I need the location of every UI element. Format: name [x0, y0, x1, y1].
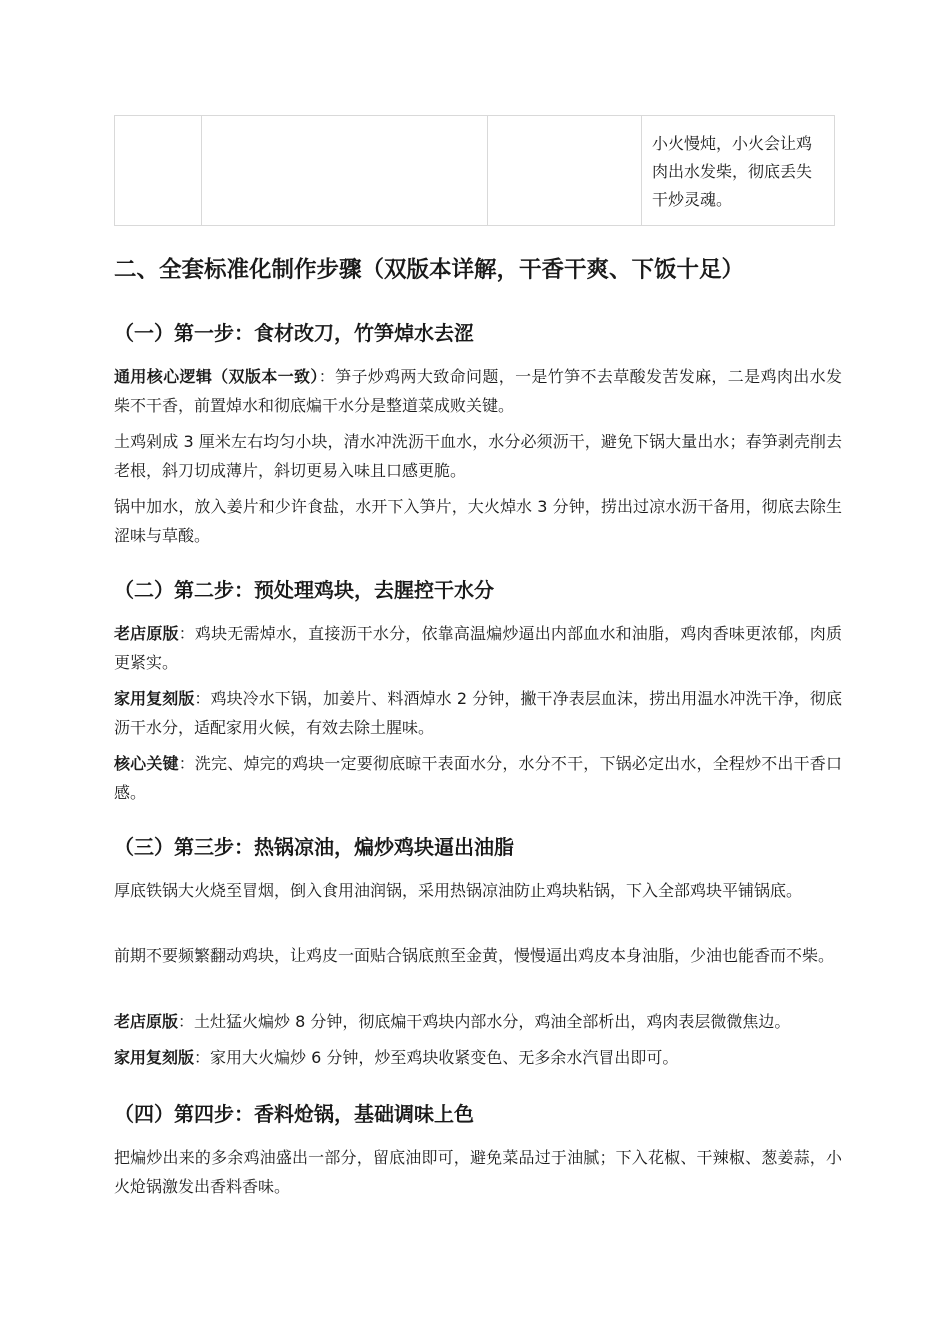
step4-heading: （四）第四步：香料炝锅，基础调味上色 — [114, 1102, 474, 1126]
step1-p1-text: ：笋子炒鸡两大致命问题，一是竹笋不去草酸发苦发麻，二是鸡肉出水发柴不干香，前置焯水和彻底煸干水分是整道菜成败关键。 — [114, 367, 842, 415]
step3-heading: （三）第三步：热锅凉油，煸炒鸡块逼出油脂 — [114, 835, 514, 859]
step1-p1-label: 通用核心逻辑（双版本一致） — [114, 367, 319, 386]
step2-p1-text: ：鸡块无需焯水，直接沥干水分，依靠高温煸炒逼出内部血水和油脂，鸡肉香味更浓郁，肉质更紧实。 — [114, 624, 842, 672]
step2-p1-label: 老店原版 — [114, 624, 179, 643]
table-cell-text: 小火慢炖，小火会让鸡肉出水发柴，彻底丢失干炒灵魂。 — [642, 116, 835, 226]
step1-paragraph-2: 土鸡剁成 3 厘米左右均匀小块，清水冲洗沥干血水，水分必须沥干，避免下锅大量出水；春笋剥壳削去老根，斜刀切成薄片，斜切更易入味且口感更脆。 — [114, 432, 842, 480]
step3-paragraph-2: 前期不要频繁翻动鸡块，让鸡皮一面贴合锅底煎至金黄，慢慢逼出鸡皮本身油脂，少油也能香而不柴。 — [114, 946, 835, 965]
step2-paragraph-3 — [114, 750, 842, 807]
step2-heading: （二）第二步：预处理鸡块，去腥控干水分 — [114, 578, 494, 602]
step3-p3-text: ：土灶猛火煸炒 8 分钟，彻底煸干鸡块内部水分，鸡油全部析出，鸡肉表层微微焦边。 — [178, 1012, 791, 1031]
step1-heading: （一）第一步：食材改刀，竹笋焯水去涩 — [114, 321, 474, 345]
step3-p4-label: 家用复刻版 — [114, 1048, 195, 1067]
step3-p3-label: 老店原版 — [114, 1012, 179, 1031]
step2-paragraph-1 — [114, 620, 842, 677]
step2-p2-text: ：鸡块冷水下锅，加姜片、料酒焯水 2 分钟，撇干净表层血沫，捞出用温水冲洗干净，彻底沥干水分，适配家用火候，有效去除土腥味。 — [114, 689, 842, 737]
table-row — [115, 116, 835, 226]
step1-paragraph-1 — [114, 363, 842, 420]
step4-paragraph-1: 把煸炒出来的多余鸡油盛出一部分，留底油即可，避免菜品过于油腻；下入花椒、干辣椒、葱姜蒜，小火炝锅激发出香料香味。 — [114, 1148, 842, 1196]
step3-paragraph-3 — [114, 1008, 842, 1037]
step2-paragraph-2 — [114, 685, 842, 742]
table-cell — [202, 116, 488, 226]
step2-p3-label: 核心关键 — [114, 754, 179, 773]
table-cell — [115, 116, 202, 226]
step2-p3-text: ：洗完、焯完的鸡块一定要彻底晾干表面水分，水分不干，下锅必定出水，全程炒不出干香口感。 — [114, 754, 842, 802]
step3-p4-text: ：家用大火煸炒 6 分钟，炒至鸡块收紧变色、无多余水汽冒出即可。 — [194, 1048, 679, 1067]
comparison-table-fragment — [114, 115, 835, 226]
step2-p2-label: 家用复刻版 — [114, 689, 195, 708]
table-cell — [488, 116, 642, 226]
step3-paragraph-1: 厚底铁锅大火烧至冒烟，倒入食用油润锅，采用热锅凉油防止鸡块粘锅，下入全部鸡块平铺锅底。 — [114, 881, 803, 900]
section-title: 二、全套标准化制作步骤（双版本详解，干香干爽、下饭十足） — [114, 257, 745, 283]
step3-paragraph-4 — [114, 1044, 842, 1073]
step1-paragraph-3: 锅中加水，放入姜片和少许食盐，水开下入笋片，大火焯水 3 分钟，捞出过凉水沥干备用，彻底去除生涩味与草酸。 — [114, 497, 842, 545]
